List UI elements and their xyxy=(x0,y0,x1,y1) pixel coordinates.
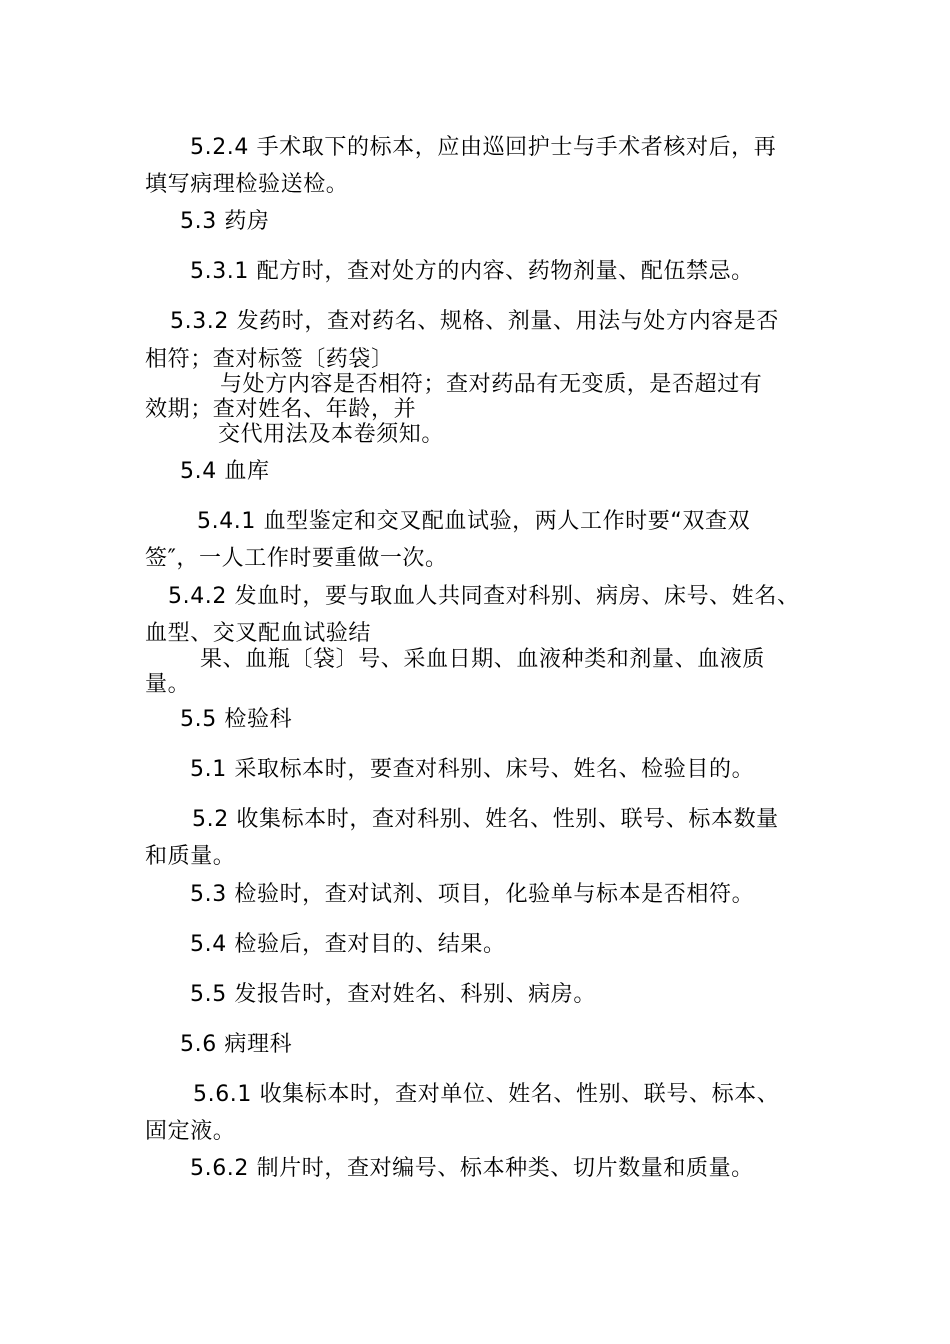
paragraph-5-4: 5.4 检验后，查对目的、结果。 xyxy=(190,932,506,957)
paragraph-line: 效期；查对姓名、年龄，并 xyxy=(145,397,417,422)
paragraph-5-5: 5.5 发报告时，查对姓名、科别、病房。 xyxy=(190,982,596,1007)
paragraph-line: 与处方内容是否相符；查对药品有无变质，是否超过有 xyxy=(220,372,763,397)
section-heading-blood-bank: 5.4 血库 xyxy=(180,459,270,484)
paragraph-5-2-4: 5.2.4 手术取下的标本，应由巡回护士与手术者核对后，再 xyxy=(190,135,777,160)
paragraph-line: 果、血瓶〔袋〕号、采血日期、血液种类和剂量、血液质 xyxy=(200,647,766,672)
section-heading-pathology: 5.6 病理科 xyxy=(180,1032,293,1057)
paragraph-5-1: 5.1 采取标本时，要查对科别、床号、姓名、检验目的。 xyxy=(190,757,755,782)
paragraph-5-3: 5.3 检验时，查对试剂、项目，化验单与标本是否相符。 xyxy=(190,882,755,907)
paragraph-5-3-2: 5.3.2 发药时，查对药名、规格、剂量、用法与处方内容是否 xyxy=(170,309,779,334)
paragraph-line: 和质量。 xyxy=(145,844,236,869)
section-heading-pharmacy: 5.3 药房 xyxy=(180,209,270,234)
paragraph-line: 交代用法及本卷须知。 xyxy=(218,422,445,447)
paragraph-5-6-2: 5.6.2 制片时，查对编号、标本种类、切片数量和质量。 xyxy=(190,1156,754,1181)
paragraph-line: 填写病理检验送检。 xyxy=(145,172,349,197)
paragraph-line: 血型、交叉配血试验结 xyxy=(145,621,372,646)
paragraph-5-6-1: 5.6.1 收集标本时，查对单位、姓名、性别、联号、标本、 xyxy=(193,1082,780,1107)
paragraph-line: 相符；查对标签〔药袋〕 xyxy=(145,347,394,372)
section-heading-laboratory: 5.5 检验科 xyxy=(180,707,293,732)
paragraph-line: 签″，一人工作时要重做一次。 xyxy=(145,546,448,571)
paragraph-5-4-1: 5.4.1 血型鉴定和交叉配血试验，两人工作时要“双查双 xyxy=(197,509,751,534)
paragraph-5-2: 5.2 收集标本时，查对科别、姓名、性别、联号、标本数量 xyxy=(192,807,779,832)
paragraph-5-3-1: 5.3.1 配方时，查对处方的内容、药物剂量、配伍禁忌。 xyxy=(190,259,754,284)
paragraph-5-4-2: 5.4.2 发血时，要与取血人共同查对科别、病房、床号、姓名、 xyxy=(168,584,800,609)
paragraph-line: 量。 xyxy=(145,672,191,697)
paragraph-line: 固定液。 xyxy=(145,1119,236,1144)
